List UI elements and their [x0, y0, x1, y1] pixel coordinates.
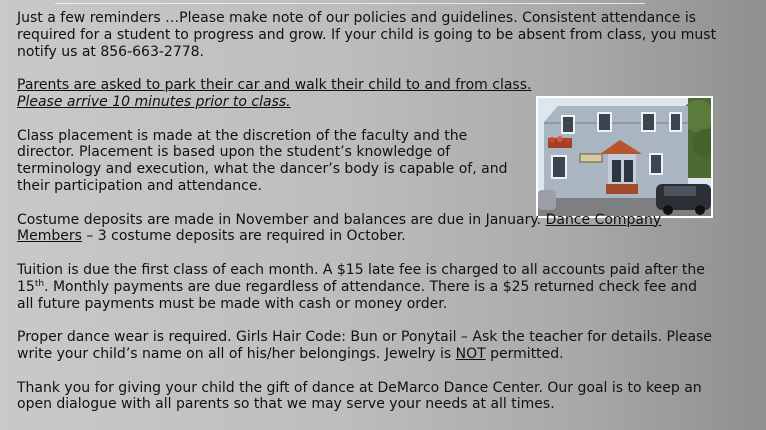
- reminders-paragraph: [17, 10, 717, 60]
- dancewear-text: Proper dance wear is required. Girls Hair Code: Bun or Ponytail – Ask the teacher for details. Please write your child’s name on all of his/her belongings. Jewelry is: [17, 329, 712, 362]
- thanks-text: Thank you for giving your child the gift of dance at DeMarco Dance Center. Our goal is to keep an open dialogue with all parents so that we may serve your needs at all times.: [17, 379, 702, 413]
- tuition-paragraph: [17, 262, 717, 312]
- ordinal-suffix: th: [34, 278, 45, 289]
- dancewear-end-text: permitted.: [485, 345, 564, 362]
- top-divider: [55, 3, 645, 4]
- policies-content: [17, 10, 717, 430]
- parking-notice: Parents are asked to park their car and walk their child to and from class.: [17, 77, 532, 94]
- dancewear-paragraph: [17, 329, 717, 363]
- costume-paragraph: [17, 212, 717, 246]
- not-emphasis: NOT: [455, 345, 486, 362]
- parking-paragraph: [17, 77, 717, 111]
- reminders-text: Just a few reminders …Please make note of our policies and guidelines. Consistent attendance is required for a student to progress and grow. If your child is going to be absent from class, you must notify us at 856-663-2778.: [17, 10, 717, 60]
- thanks-paragraph: [17, 380, 717, 414]
- placement-text: Class placement is made at the discretion of the faculty and the director. Placement is based upon the student’s knowledge of terminology and execution, what the dancer’s body is capable of, and their participation and attendance.: [17, 127, 508, 194]
- tuition-text: Tuition is due the first class of each month. A $15 late fee is charged to all accounts paid after the 15: [17, 261, 705, 295]
- tuition-payment-text: . Monthly payments are due regardless of attendance. There is a $25 returned check fee and all future payments must be made with cash or money order.: [17, 278, 698, 312]
- dance-company-members-link[interactable]: Dance Company Members: [17, 211, 662, 245]
- costume-deposit-text: – 3 costume deposits are required in October.: [81, 228, 406, 245]
- placement-paragraph: [17, 128, 529, 195]
- costume-text: Costume deposits are made in November and balances are due in January.: [17, 211, 546, 228]
- arrival-notice: Please arrive 10 minutes prior to class.: [17, 93, 291, 110]
